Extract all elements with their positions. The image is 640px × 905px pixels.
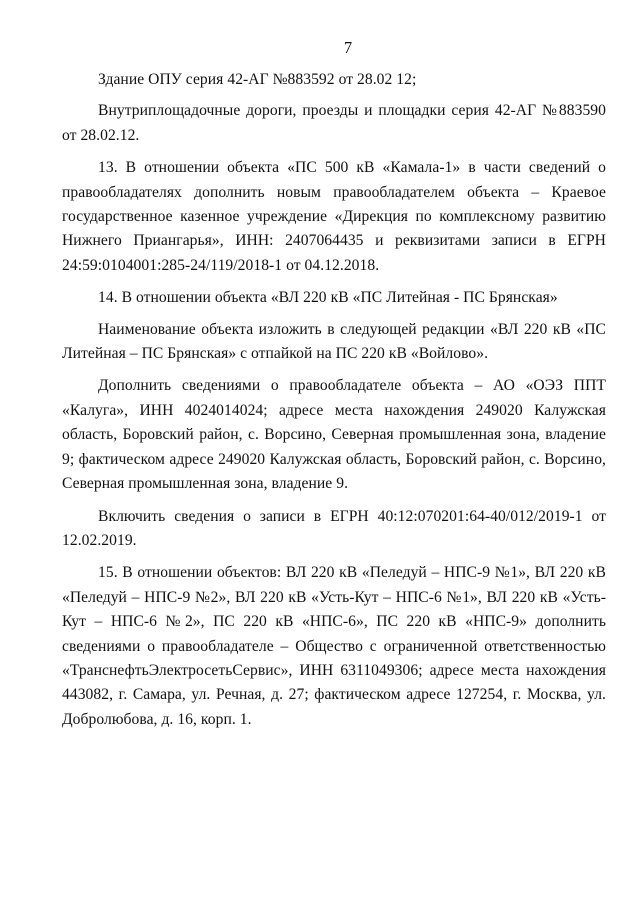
- paragraph-item-14: 14. В отношении объекта «ВЛ 220 кВ «ПС Литейная - ПС Брянская»: [98, 289, 558, 307]
- paragraph-item-14-owner: Дополнить сведениями о правообладателе объекта – АО «ОЭЗ ППТ «Калуга», ИНН 4024014024; адресе места нахождения 249020 Калужская область, Боровский район, с. Ворсино, Северная промышленная зона, владение 9; фактическом адресе 249020 Калужская область, Боровский район, с. Ворсино, Северная промышленная зона, владение 9.: [62, 377, 606, 493]
- page-number: 7: [343, 38, 353, 57]
- paragraph-item-13: 13. В отношении объекта «ПС 500 кВ «Камала-1» в части сведений о правообладателях дополнить новым правообладателем объекта – Краевое государственное казенное учреждение «Дирекция по комплексному развитию Нижнего Приангарья», ИНН: 2407064435 и реквизитами записи в ЕГРН 24:59:0104001:285-24/119/2018-1 от 04.12.2018.: [62, 159, 606, 274]
- paragraph-item-15: 15. В отношении объектов: ВЛ 220 кВ «Пеледуй – НПС-9 №1», ВЛ 220 кВ «Пеледуй – НПС-9 №2», ВЛ 220 кВ «Усть-Кут – НПС-6 №1», ВЛ 220 кВ «Усть-Кут – НПС-6 №2», ПС 220 кВ «НПС-6», ПС 220 кВ «НПС-9» дополнить сведениями о правообладателе – Общество с ограниченной ответственностью «ТранснефтьЭлектросетьСервис», ИНН 6311049306; адресе места нахождения 443082, г. Самара, ул. Речная, д. 27; фактическом адресе 127254, г. Москва, ул. Добролюбова, д. 16, корп. 1.: [62, 564, 606, 728]
- paragraph-item-14-name: Наименование объекта изложить в следующей редакции «ВЛ 220 кВ «ПС Литейная – ПС Брянская» с отпайкой на ПС 220 кВ «Войлово».: [62, 320, 606, 363]
- paragraph-item-14-egrn: Включить сведения о записи в ЕГРН 40:12:070201:64-40/012/2019-1 от 12.02.2019.: [62, 507, 606, 549]
- paragraph-opu-building: Здание ОПУ серия 42-АГ №883592 от 28.02 12;: [98, 71, 417, 88]
- paragraph-internal-roads: Внутриплощадочные дороги, проезды и площадки серия 42-АГ №883590 от 28.02.12.: [62, 102, 606, 144]
